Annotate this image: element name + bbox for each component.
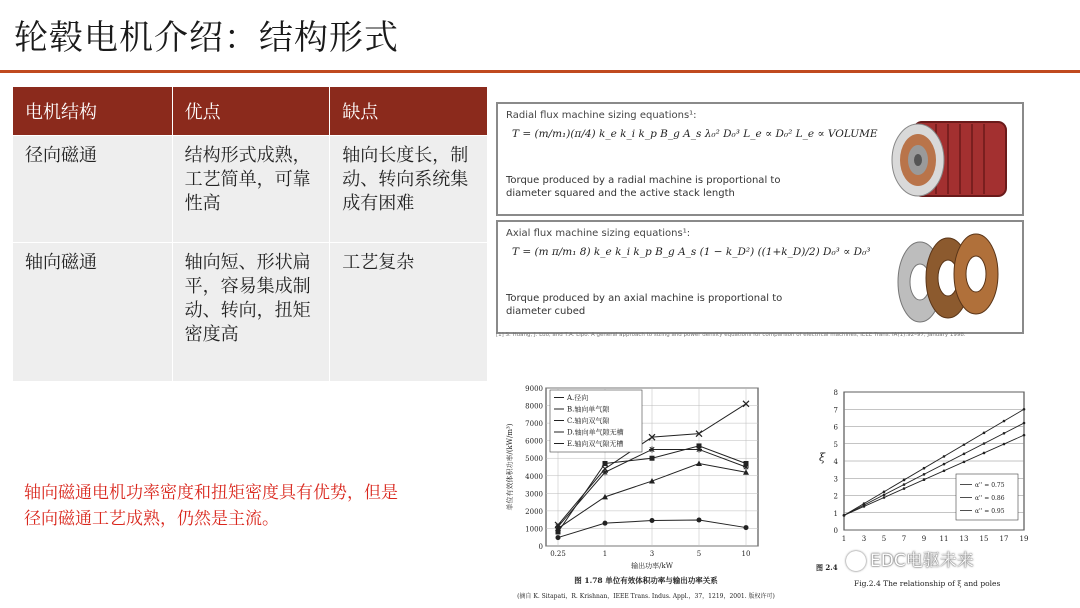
y-tick-label: 0 [538,543,543,551]
data-point [603,521,608,526]
axial-heading: Axial flux machine sizing equations¹: [506,228,691,239]
cell-structure: 径向磁通 [13,136,173,243]
cell-advantages: 结构形式成熟，工艺简单，可靠性高 [172,136,330,243]
x-tick-label: 15 [979,535,989,543]
y-tick-label: 4000 [525,472,543,481]
data-point [903,483,906,486]
y-tick-label: 8000 [525,402,543,411]
x-tick-label: 11 [939,535,949,543]
header-disadvantages: 缺点 [330,87,488,136]
reference-note: [1] S. Huang, J. Luo, and T.A. Lipo. A general approach to sizing and power density equations for comparison of electrical machines, IEEE Trans. IA(1):92–97, January 1998. [496,332,966,338]
data-point [943,469,946,472]
radial-formula: T = (m/m₁)(π/4) k_e k_i k_p B_g A_s λ₀² D₀³ L_e ∝ D₀² L_e ∝ VOLUME [512,128,878,140]
x-tick-label: 5 [696,550,702,558]
x-tick-label: 1 [841,535,847,543]
x-tick-label: 3 [861,535,867,543]
data-point [743,464,749,470]
axial-description: Torque produced by an axial machine is proportional to diameter cubed [506,293,783,317]
power-density-chart [496,378,796,604]
x-tick-label: 10 [741,550,751,558]
data-point [603,461,608,466]
x-tick-label: 3 [649,550,655,558]
header-structure: 电机结构 [13,87,173,136]
chart-caption: 图 1.78 单位有效体积功率与输出功率关系 [574,576,718,585]
y-tick-label: 7 [833,406,838,415]
data-point [1003,443,1006,446]
cell-disadvantages: 工艺复杂 [330,243,488,382]
data-point [744,525,749,530]
y-tick-label: 3 [833,475,838,484]
data-point [650,456,655,461]
y-tick-label: 9000 [525,385,543,393]
axial-formula: T = (m π/m₁ 8) k_e k_i k_p B_g A_s (1 − k_D²) ((1+k_D)/2) D₀³ ∝ D₀³ [512,246,871,258]
radial-description: Torque produced by a radial machine is proportional to diameter squared and the active stack length [506,175,781,199]
radial-motor-image [884,108,1014,208]
title-divider [0,70,1080,73]
legend-label: D.轴向单气隙无槽 [567,428,624,437]
x-axis-label: 输出功率/kW [631,562,673,570]
data-point [883,494,886,497]
chart-legend [956,474,1018,520]
chart-caption-prefix: 图 2.4 [816,563,838,572]
x-tick-label: 9 [921,535,927,543]
y-axis-label: ξ [818,451,826,464]
data-point [1003,432,1006,435]
legend-label: α'' = 0.86 [975,495,1005,502]
radial-heading: Radial flux machine sizing equations¹: [506,110,697,121]
data-point [923,478,926,481]
legend-label: B.轴向单气隙 [567,405,610,414]
y-tick-label: 8 [833,389,838,397]
legend-label: E.轴向双气隙无槽 [567,440,624,448]
data-point [649,446,655,452]
y-tick-label: 6000 [525,437,543,446]
data-point [923,467,926,470]
legend-label: C.轴向双气隙 [567,417,610,425]
table-row [13,243,488,382]
data-point [650,518,655,523]
x-tick-label: 7 [901,535,907,543]
x-tick-label: 0.25 [550,550,566,558]
data-point [963,443,966,446]
header-advantages: 优点 [172,87,330,136]
y-tick-label: 1 [833,509,838,518]
data-point [963,453,966,456]
y-tick-label: 4 [833,458,838,466]
chart-source: (摘自 K. Sitapati，R. Krishnan，IEEE Trans. Indus. Appl.，37，1219，2001. 版权许可) [517,593,775,600]
x-tick-label: 5 [881,535,887,543]
y-axis-label: 单位有效体积功率/(kW/m³) [506,423,514,511]
data-point [1023,434,1026,437]
data-point [983,442,986,445]
axial-equation-box [496,220,1024,334]
wechat-icon [846,551,866,571]
y-tick-label: 7000 [525,420,543,429]
data-point [963,461,966,464]
data-point [696,446,702,452]
data-point [943,455,946,458]
cell-disadvantages: 轴向长度长，制动、转向系统集成有困难 [330,136,488,243]
legend-label: α'' = 0.75 [975,482,1005,489]
x-tick-label: 19 [1019,535,1029,543]
chart-legend [550,390,642,452]
slide-title: 轮毂电机介绍：结构形式 [14,18,399,58]
watermark-text: EDC电驱未来 [870,551,974,571]
data-point [903,479,906,482]
data-point [843,514,846,517]
data-point [697,518,702,523]
data-point [903,487,906,490]
radial-equation-box [496,102,1024,216]
y-tick-label: 5 [833,440,838,449]
data-point [1023,422,1026,425]
chart-caption: Fig.2.4 The relationship of ξ and poles [854,579,1001,588]
sizing-equations-figure [496,102,1032,346]
x-tick-label: 13 [959,535,969,543]
data-point [983,432,986,435]
comparison-table [12,86,488,382]
y-tick-label: 2000 [525,507,543,516]
table-header-row [13,87,488,136]
data-point [602,469,608,475]
legend-label: A.径向 [567,394,589,402]
data-point [983,452,986,455]
legend-label: α'' = 0.95 [975,508,1005,515]
data-point [923,473,926,476]
cell-advantages: 轴向短、形状扁平，容易集成制动、转向，扭矩密度高 [172,243,330,382]
data-point [1003,420,1006,423]
y-tick-label: 5000 [525,455,543,464]
data-point [1023,408,1026,411]
y-tick-label: 1000 [525,525,543,534]
y-tick-label: 3000 [525,490,543,499]
y-tick-label: 6 [833,423,838,432]
x-tick-label: 17 [999,535,1009,543]
data-point [863,505,866,508]
x-tick-label: 1 [602,550,608,558]
data-point [883,496,886,499]
data-point [883,490,886,493]
conclusion-text: 轴向磁通电机功率密度和扭矩密度具有优势，但是径向磁通工艺成熟，仍然是主流。 [24,483,398,529]
watermark [846,546,974,571]
y-tick-label: 0 [833,527,838,535]
axial-motor-image [884,226,1014,330]
cell-structure: 轴向磁通 [13,243,173,382]
table-row [13,136,488,243]
data-point [943,463,946,466]
data-point [555,524,561,530]
data-point [556,535,561,540]
y-tick-label: 2 [833,492,838,501]
